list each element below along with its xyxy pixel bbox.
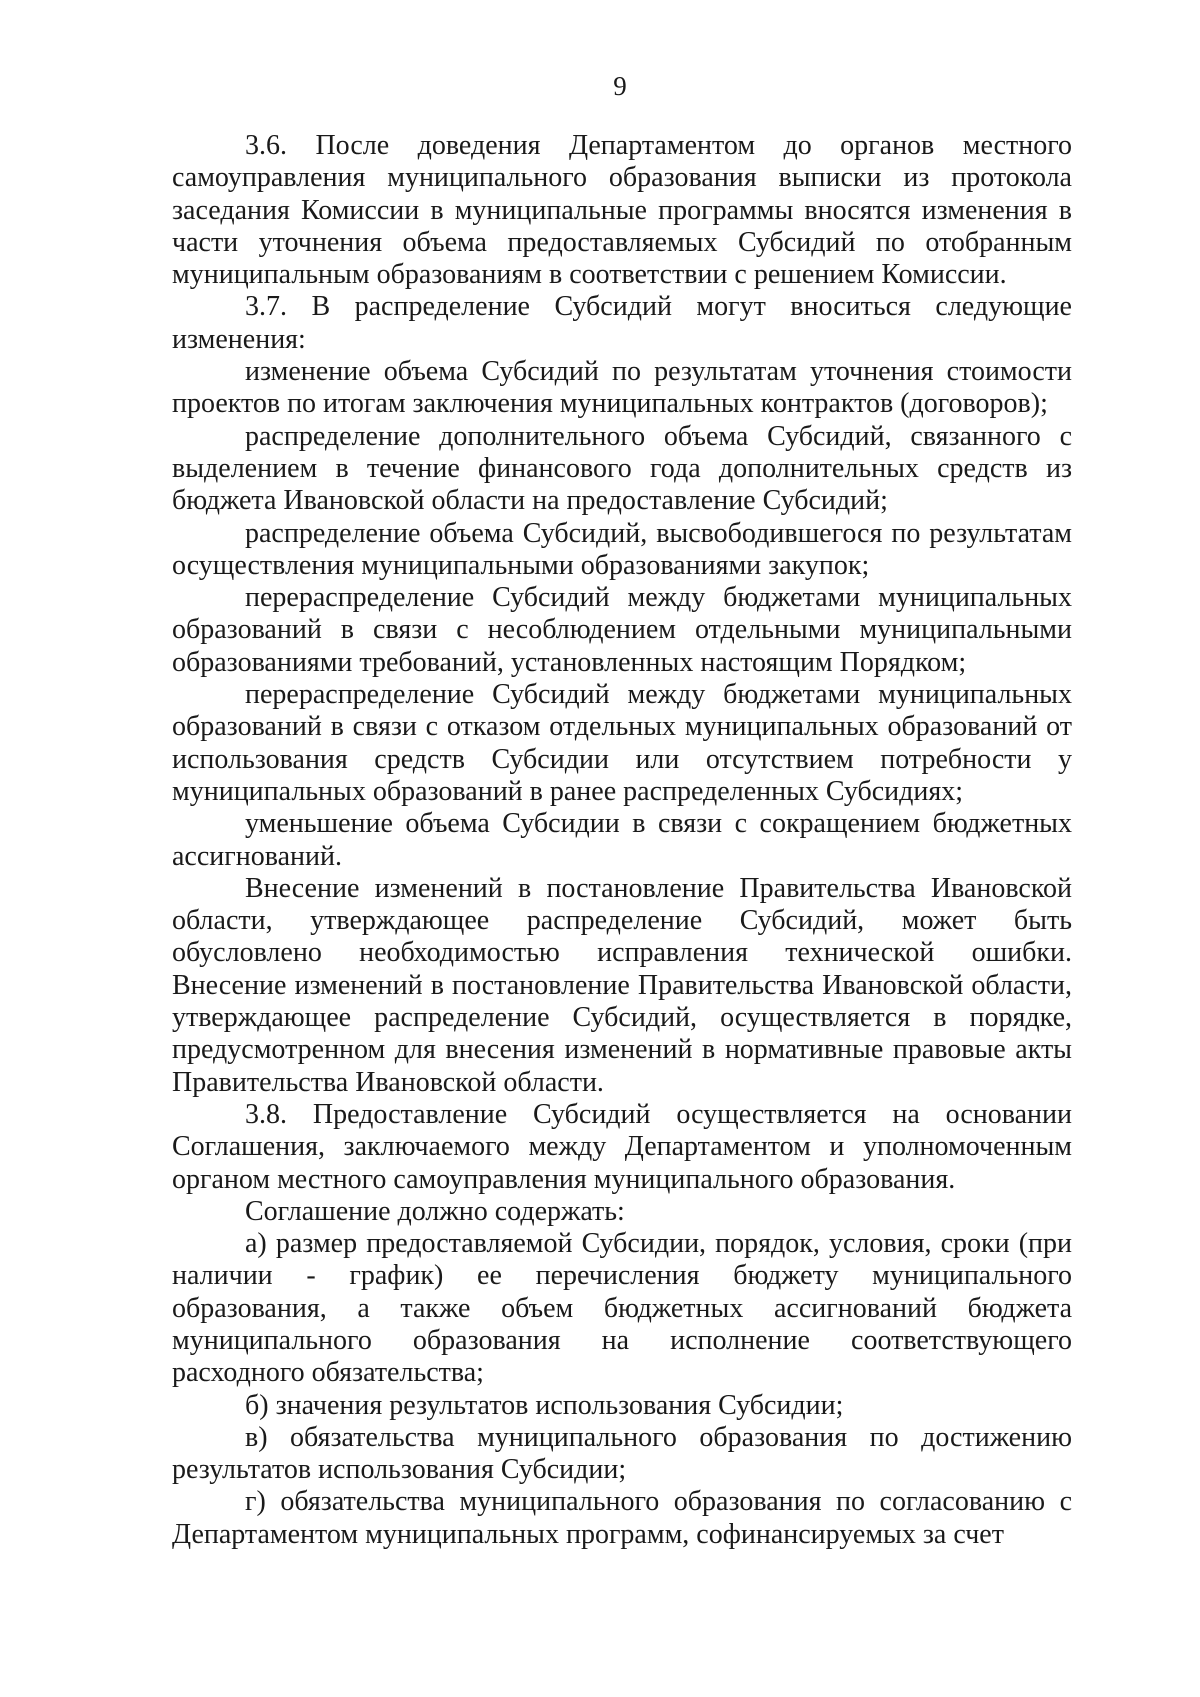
paragraph-amendments: Внесение изменений в постановление Правительства Ивановской области, утверждающее распределение Субсидий, может быть обусловлено необходимостью исправления технической ошибки. Внесение изменений в постановление Правительства Ивановской области, утверждающее распределение Субсидий, осуществляется в порядке, предусмотренном для внесения изменений в нормативные правовые акты Правительства Ивановской области.: [172, 872, 1072, 1098]
paragraph-item-b: б) значения результатов использования Субсидии;: [245, 1389, 844, 1421]
paragraph-item-v: в) обязательства муниципального образования по достижению результатов использования Субсидии;: [172, 1421, 1072, 1486]
paragraph-reduction: уменьшение объема Субсидии в связи с сокращением бюджетных ассигнований.: [172, 808, 1072, 872]
page-number: 9: [613, 71, 627, 101]
paragraph-agreement-intro: Соглашение должно содержать:: [245, 1195, 625, 1227]
paragraph-3-8: 3.8. Предоставление Субсидий осуществляется на основании Соглашения, заключаемого между Департаментом и уполномоченным органом местного самоуправления муниципального образования.: [172, 1098, 1072, 1195]
paragraph-redistribution-noncompliance: перераспределение Субсидий между бюджетами муниципальных образований в связи с несоблюдением отдельными муниципальными образованиями требований, установленных настоящим Порядком;: [172, 582, 1072, 678]
paragraph-redistribution-refusal: перераспределение Субсидий между бюджетами муниципальных образований в связи с отказом отдельных муниципальных образований от использования средств Субсидии или отсутствием потребности у муниципальных образований в ранее распределенных Субсидиях;: [172, 679, 1072, 807]
document-body: [172, 130, 1072, 1551]
paragraph-item-a: а) размер предоставляемой Субсидии, порядок, условия, сроки (при наличии - график) ее перечисления бюджету муниципального образования, а также объем бюджетных ассигнований бюджета муниципального образования на исполнение соответствующего расходного обязательства;: [172, 1228, 1072, 1389]
paragraph-change-volume: изменение объема Субсидий по результатам уточнения стоимости проектов по итогам заключения муниципальных контрактов (договоров);: [172, 356, 1072, 420]
paragraph-3-6: 3.6. После доведения Департаментом до органов местного самоуправления муниципального образования выписки из протокола заседания Комиссии в муниципальные программы вносятся изменения в части уточнения объема предоставляемых Субсидий по отобранным муниципальным образованиям в соответствии с решением Комиссии.: [172, 130, 1072, 291]
paragraph-additional-distribution: распределение дополнительного объема Субсидий, связанного с выделением в течение финансового года дополнительных средств из бюджета Ивановской области на предоставление Субсидий;: [172, 420, 1072, 517]
paragraph-item-g: г) обязательства муниципального образования по согласованию с Департаментом муниципальных программ, софинансируемых за счет: [172, 1486, 1072, 1550]
paragraph-3-7: 3.7. В распределение Субсидий могут вноситься следующие изменения:: [172, 291, 1072, 355]
paragraph-released-distribution: распределение объема Субсидий, высвободившегося по результатам осуществления муниципальными образованиями закупок;: [172, 517, 1072, 581]
